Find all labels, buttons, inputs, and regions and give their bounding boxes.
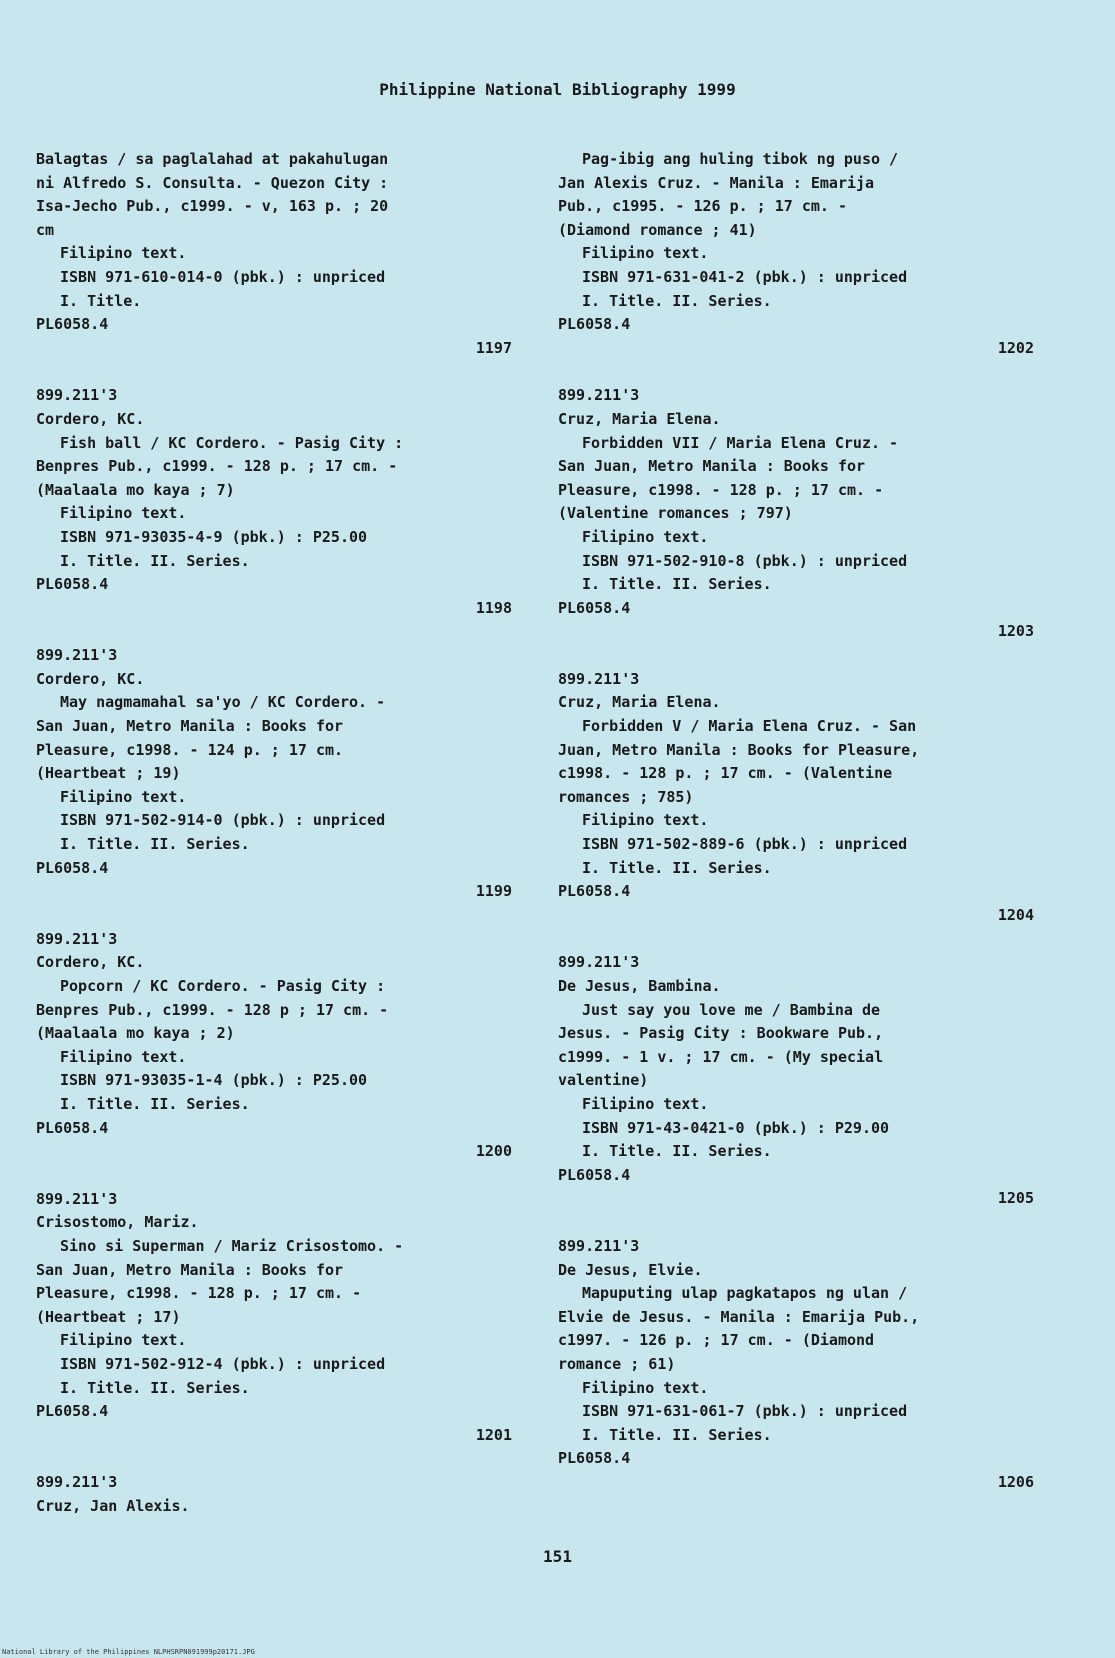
entry-line: Crisostomo, Mariz. <box>36 1213 199 1232</box>
entry-line: Filipino text. <box>582 1378 709 1397</box>
entry-line: Cordero, KC. <box>36 409 145 428</box>
entry-line: (Maalaala mo kaya ; 7) <box>36 480 235 499</box>
entry-line: Pleasure, c1998. - 128 p. ; 17 cm. - <box>36 1284 362 1303</box>
entry-line: c1998. - 128 p. ; 17 cm. - (Valentine <box>558 764 893 783</box>
entry-line: (Heartbeat ; 17) <box>36 1307 181 1326</box>
entry-line: 899.211'3 <box>36 386 118 405</box>
entry-number: 1197 <box>475 338 512 357</box>
entry-line: Popcorn / KC Cordero. - Pasig City : <box>60 977 386 995</box>
entry-line: Filipino text. <box>60 504 187 523</box>
footer-credit: National Library of the Philippines NLPHSRPN091999p20171.JPG <box>2 1648 255 1656</box>
entry-line: PL6058.4 <box>36 858 109 877</box>
entry-line: 899.211'3 <box>36 646 118 665</box>
entry-line: Filipino text. <box>60 1047 187 1066</box>
entry-line: I. Title. II. Series. <box>582 575 772 594</box>
entry-line: Pleasure, c1998. - 128 p. ; 17 cm. - <box>558 480 884 499</box>
entry-line: PL6058.4 <box>36 1118 109 1137</box>
entry-line: ISBN 971-502-914-0 (pbk.) : unpriced <box>60 811 386 830</box>
entry-line: PL6058.4 <box>558 882 631 901</box>
entry-line: (Maalaala mo kaya ; 2) <box>36 1024 235 1043</box>
bibliography-entry <box>36 928 512 1164</box>
entry-line: San Juan, Metro Manila : Books for <box>36 1260 344 1279</box>
entry-line: ni Alfredo S. Consulta. - Quezon City : <box>36 173 389 192</box>
entry-line: Mapuputing ulap pagkatapos ng ulan / <box>582 1284 908 1303</box>
entry-line: 899.211'3 <box>36 1473 118 1492</box>
entry-line: I. Title. II. Series. <box>582 1142 772 1161</box>
entry-line: I. Title. II. Series. <box>582 858 772 877</box>
entry-line: Benpres Pub., c1999. - 128 p ; 17 cm. - <box>36 1000 389 1019</box>
entry-line: Cruz, Jan Alexis. <box>36 1496 190 1515</box>
entry-line: (Diamond romance ; 41) <box>558 220 757 239</box>
entry-line: PL6058.4 <box>558 598 631 617</box>
entry-line: Filipino text. <box>582 1094 709 1113</box>
entry-line: Elvie de Jesus. - Manila : Emarija Pub., <box>558 1307 920 1326</box>
entry-number: 1204 <box>997 905 1034 924</box>
entry-line: I. Title. II. Series. <box>582 291 772 310</box>
entry-line: ISBN 971-502-912-4 (pbk.) : unpriced <box>60 1354 386 1373</box>
entry-number: 1199 <box>475 882 512 901</box>
entry-line: I. Title. II. Series. <box>60 1094 250 1113</box>
entry-line: 899.211'3 <box>36 929 118 948</box>
bibliography-entry <box>36 1471 512 1518</box>
entry-line: 899.211'3 <box>558 953 640 972</box>
entry-line: I. Title. II. Series. <box>60 1378 250 1397</box>
entry-line: romance ; 61) <box>558 1354 676 1373</box>
entry-line: Forbidden VII / Maria Elena Cruz. - <box>582 433 899 452</box>
entry-number: 1201 <box>475 1425 512 1444</box>
entry-line: May nagmamahal sa'yo / KC Cordero. - <box>60 693 386 712</box>
entry-line: ISBN 971-631-061-7 (pbk.) : unpriced <box>582 1402 908 1421</box>
entry-number: 1198 <box>475 598 512 617</box>
entry-line: Filipino text. <box>60 1331 187 1350</box>
entry-line: Pub., c1995. - 126 p. ; 17 cm. - <box>558 197 847 216</box>
entry-line: 899.211'3 <box>558 1236 640 1255</box>
entry-line: romances ; 785) <box>558 787 694 806</box>
entry-line: Fish ball / KC Cordero. - Pasig City : <box>60 433 404 452</box>
entry-number: 1203 <box>997 622 1034 641</box>
entry-line: ISBN 971-502-889-6 (pbk.) : unpriced <box>582 835 908 854</box>
bibliography-entry <box>558 668 1034 928</box>
entry-line: Filipino text. <box>60 244 187 263</box>
entry-line: ISBN 971-93035-1-4 (pbk.) : P25.00 <box>60 1071 368 1090</box>
entry-number: 1205 <box>997 1189 1034 1208</box>
entry-number: 1200 <box>475 1142 512 1161</box>
entry-line: PL6058.4 <box>558 315 631 334</box>
bibliography-entry <box>36 148 512 360</box>
page-number: 151 <box>543 1547 572 1566</box>
entry-number: 1202 <box>997 338 1034 357</box>
entry-line: ISBN 971-610-014-0 (pbk.) : unpriced <box>60 267 386 286</box>
entry-line: ISBN 971-93035-4-9 (pbk.) : P25.00 <box>60 527 368 546</box>
entry-line: ISBN 971-43-0421-0 (pbk.) : P29.00 <box>582 1118 890 1137</box>
entry-line: Filipino text. <box>60 787 187 806</box>
bibliography-entry <box>558 384 1034 644</box>
entry-line: 899.211'3 <box>558 669 640 688</box>
entry-number: 1206 <box>997 1472 1034 1491</box>
entry-line: ISBN 971-502-910-8 (pbk.) : unpriced <box>582 551 908 570</box>
entry-line: ISBN 971-631-041-2 (pbk.) : unpriced <box>582 267 908 286</box>
entry-line: Filipino text. <box>582 527 709 546</box>
entry-line: 899.211'3 <box>36 1189 118 1208</box>
entry-line: I. Title. <box>60 291 142 310</box>
entry-line: PL6058.4 <box>36 575 109 594</box>
entry-line: PL6058.4 <box>36 1402 109 1421</box>
entry-line: 899.211'3 <box>558 386 640 405</box>
entry-line: Filipino text. <box>582 244 709 263</box>
entry-line: Juan, Metro Manila : Books for Pleasure, <box>558 740 920 759</box>
entry-line: Isa-Jecho Pub., c1999. - v, 163 p. ; 20 <box>36 197 389 216</box>
entry-line: c1999. - 1 v. ; 17 cm. - (My special <box>558 1047 884 1066</box>
entry-line: Benpres Pub., c1999. - 128 p. ; 17 cm. - <box>36 457 398 476</box>
entry-line: cm <box>36 220 55 239</box>
entry-line: I. Title. II. Series. <box>60 551 250 570</box>
entry-line: Cordero, KC. <box>36 953 145 972</box>
entry-line: Forbidden V / Maria Elena Cruz. - San <box>582 717 917 736</box>
entry-line: De Jesus, Elvie. <box>558 1260 703 1279</box>
entry-line: I. Title. II. Series. <box>60 835 250 854</box>
entry-line: Jan Alexis Cruz. - Manila : Emarija <box>558 173 875 192</box>
entry-line: (Valentine romances ; 797) <box>558 504 793 523</box>
bibliography-entry <box>558 951 1034 1211</box>
entry-line: I. Title. II. Series. <box>582 1425 772 1444</box>
entry-line: Jesus. - Pasig City : Bookware Pub., <box>558 1024 884 1043</box>
entry-line: Sino si Superman / Mariz Crisostomo. - <box>60 1236 404 1255</box>
page-title: Philippine National Bibliography 1999 <box>379 80 736 99</box>
bibliography-entry <box>36 384 512 620</box>
entry-line: Cruz, Maria Elena. <box>558 693 721 712</box>
entry-line: PL6058.4 <box>558 1165 631 1184</box>
entry-line: (Heartbeat ; 19) <box>36 764 181 783</box>
entry-line: PL6058.4 <box>36 315 109 334</box>
entry-line: San Juan, Metro Manila : Books for <box>558 457 866 476</box>
entry-line: San Juan, Metro Manila : Books for <box>36 717 344 736</box>
entry-line: PL6058.4 <box>558 1449 631 1468</box>
entry-line: Cordero, KC. <box>36 669 145 688</box>
bibliography-entry <box>558 148 1034 360</box>
bibliography-entry <box>558 1235 1034 1495</box>
entry-line: valentine) <box>558 1071 649 1090</box>
right-column <box>558 148 1034 1518</box>
bibliography-entry <box>36 1188 512 1448</box>
entry-line: Pleasure, c1998. - 124 p. ; 17 cm. <box>36 740 344 759</box>
bibliography-entry <box>36 644 512 904</box>
left-column <box>36 148 512 1542</box>
entry-line: Cruz, Maria Elena. <box>558 409 721 428</box>
entry-line: Filipino text. <box>582 811 709 830</box>
entry-line: Just say you love me / Bambina de <box>582 1000 881 1019</box>
entry-line: Balagtas / sa paglalahad at pakahulugan <box>36 150 389 168</box>
entry-line: Pag-ibig ang huling tibok ng puso / <box>582 150 899 168</box>
entry-line: De Jesus, Bambina. <box>558 977 721 995</box>
entry-line: c1997. - 126 p. ; 17 cm. - (Diamond <box>558 1331 875 1350</box>
